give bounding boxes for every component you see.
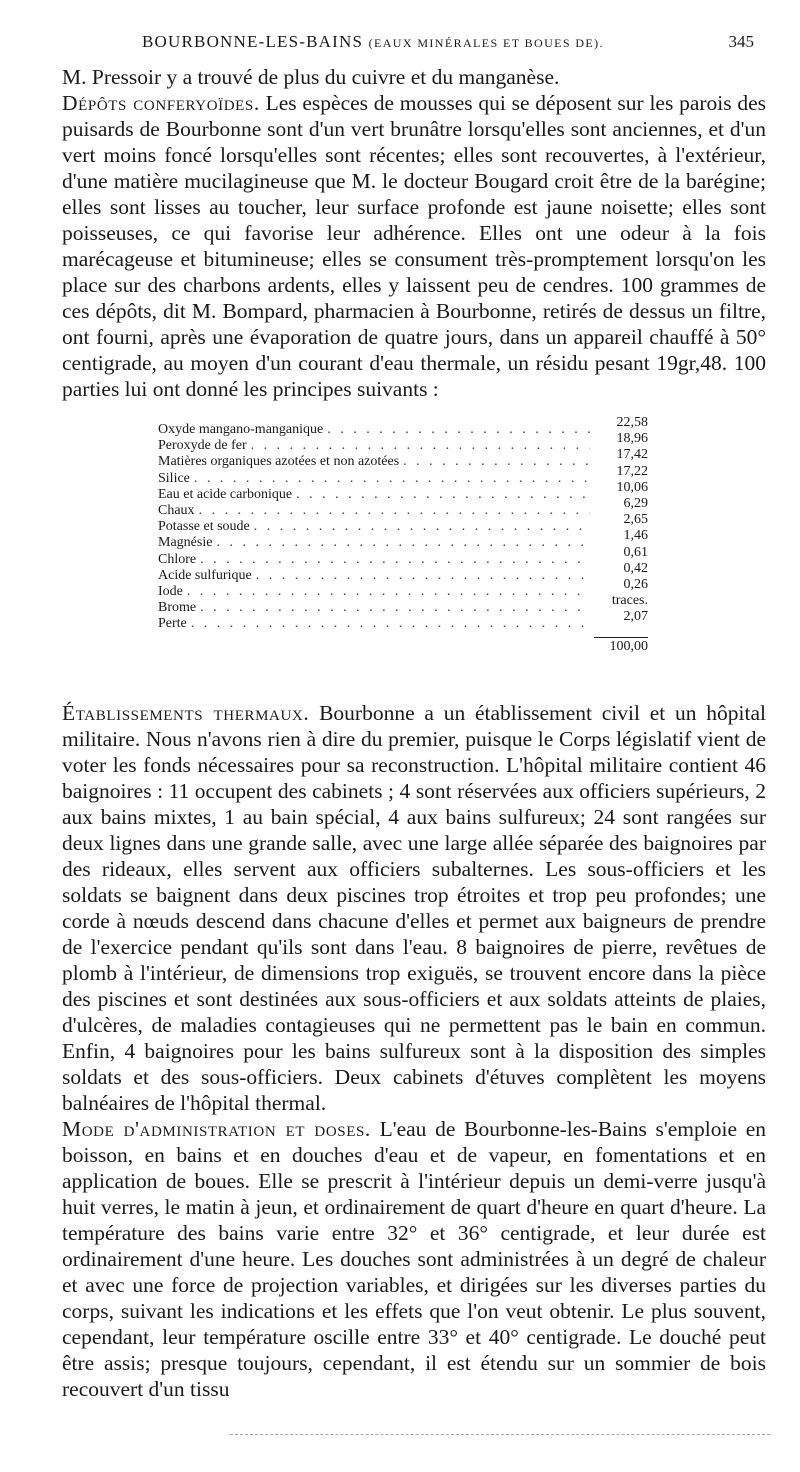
leader-dots bbox=[254, 519, 590, 535]
analysis-label: Matières organiques azotées et non azotées bbox=[158, 454, 400, 470]
analysis-value: 2,65 bbox=[623, 512, 648, 528]
analysis-row bbox=[158, 431, 648, 454]
section-heading-etablissements: Établissements thermaux. bbox=[62, 701, 310, 725]
analysis-row bbox=[158, 544, 648, 568]
paragraph-etablissements bbox=[62, 700, 766, 1116]
analysis-total: 100,00 bbox=[609, 638, 648, 654]
analysis-label: Perte bbox=[158, 616, 187, 632]
analysis-label: Chaux bbox=[158, 503, 195, 519]
running-title-sub: (EAUX MINÉRALES ET BOUES DE). bbox=[368, 36, 604, 50]
analysis-label: Acide sulfurique bbox=[158, 567, 252, 583]
analysis-value: 2,07 bbox=[623, 609, 648, 625]
analysis-row bbox=[158, 447, 648, 470]
leader-dots bbox=[200, 552, 590, 568]
analysis-table bbox=[158, 415, 648, 655]
intro-line: M. Pressoir y a trouvé de plus du cuivre et du manganèse. bbox=[62, 65, 560, 89]
page-number: 345 bbox=[728, 32, 754, 51]
section-heading-mode: Mode d'administration et doses. bbox=[62, 1117, 371, 1141]
analysis-value: 1,46 bbox=[623, 528, 648, 544]
paragraph-depots bbox=[62, 90, 766, 402]
leader-dots bbox=[200, 600, 590, 616]
text-block-bottom bbox=[62, 700, 766, 1402]
analysis-value: 22,58 bbox=[616, 415, 648, 430]
analysis-label: Silice bbox=[158, 470, 190, 486]
analysis-value: 0,26 bbox=[623, 577, 648, 593]
paragraph-mode-text: L'eau de Bourbonne-les-Bains s'emploie en boisson, en bains et en douches d'eau et de vapeur, en fomentations et en application de boues. Elle se prescrit à l'intérieur depuis un demi-verre jusqu'à huit verres, le matin à jeun, et ordinairement de quart d'heure en quart d'heure. La température des bains varie entre 32° et 36° centigrade, et leur durée est ordinairement d'une heure. Les douches sont administrées à un degré de chaleur et avec une force de projection variables, et dirigées sur les diverses parties du corps, suivant les indications et les effets que l'on veut obtenir. Le plus souvent, cependant, leur température oscille entre 33° et 40° centigrade. Le douché peut être assis; presque toujours, cependant, il est étendu sur un sommier de bois recouvert d'un tissu bbox=[62, 1117, 766, 1401]
analysis-label: Peroxyde de fer bbox=[158, 438, 247, 454]
analysis-value: 17,42 bbox=[616, 447, 648, 463]
running-title bbox=[142, 32, 604, 52]
running-head bbox=[0, 32, 800, 58]
analysis-row bbox=[158, 560, 648, 584]
paragraph-mode bbox=[62, 1116, 766, 1402]
paragraph-etablissements-text: Bourbonne a un établissement civil et un hôpital militaire. Nous n'avons rien à dire du premier, puisque le Corps législatif vient de voter les fonds nécessaires pour sa reconstruction. L'hôpital militaire contient 46 baignoires : 11 occupent des cabinets ; 4 sont réservées aux officiers supérieurs, 2 aux bains mixtes, 1 au bain spécial, 4 aux bains sulfureux; 24 sont rangées sur deux lignes dans une grande salle, avec une large allée séparée des baignoires par des rideaux, elles servent aux officiers subalternes. Les sous-officiers et les soldats se baignent dans deux piscines trop étroites et trop peu profondes; une corde à nœuds descend dans chacune d'elles et permet aux baigneurs de prendre de l'exercice pendant qu'ils sont dans l'eau. 8 baignoires de pierre, revêtues de plomb à l'intérieur, de dimensions trop exiguës, se trouvent encore dans la pièce des piscines et sont destinées aux sous-officiers et aux soldats atteints de plaies, d'ulcères, de maladies contagieuses qui ne permettent pas le bain en commun. Enfin, 4 baignoires pour les bains sulfureux sont à la disposition des simples soldats et des sous-officiers. Deux cabinets d'étuves complètent les moyens balnéaires de l'hôpital thermal. bbox=[62, 701, 766, 1115]
analysis-value: 6,29 bbox=[623, 496, 648, 512]
analysis-label: Eau et acide carbonique bbox=[158, 486, 293, 502]
analysis-row bbox=[158, 528, 648, 551]
analysis-value: 0,61 bbox=[623, 544, 648, 560]
leader-dots bbox=[256, 568, 590, 584]
analysis-row bbox=[158, 463, 648, 487]
leader-dots bbox=[296, 487, 590, 503]
leader-dots bbox=[403, 454, 590, 470]
leader-dots bbox=[187, 584, 590, 600]
analysis-label: Potasse et soude bbox=[158, 519, 250, 535]
leader-dots bbox=[194, 471, 590, 487]
leader-dots bbox=[216, 535, 590, 551]
running-title-main: BOURBONNE-LES-BAINS bbox=[142, 32, 364, 51]
paragraph-depots-text: Les espèces de mousses qui se déposent sur les parois des puisards de Bourbonne sont d'un vert brunâtre lorsqu'elles sont anciennes, et d'un vert moins foncé lorsqu'elles sont récentes; elles sont recouvertes, à l'extérieur, d'une matière mucilagineuse que M. le docteur Bougard croit être de la barégine; elles sont lisses au toucher, leur surface profonde est jaune noisette; elles sont poisseuses, ce qui favorise leur adhérence. Elles ont une odeur à la fois marécageuse et bitumineuse; elles se consument très-promptement lorsqu'on les place sur des charbons ardents, elles y laissent peu de cendres. 100 grammes de ces dépôts, dit M. Bompard, pharmacien à Bourbonne, retirés de dessus un filtre, ont fourni, après une évaporation de quatre jours, dans un appareil chauffé à 50° centigrade, au moyen d'un courant d'eau thermale, un résidu pesant 19gr,48. 100 parties lui ont donné les principes suivants : bbox=[62, 91, 767, 401]
leader-dots bbox=[199, 503, 590, 519]
analysis-row bbox=[158, 496, 648, 519]
analysis-value: 0,42 bbox=[623, 560, 648, 576]
analysis-row bbox=[158, 593, 648, 616]
analysis-label: Brome bbox=[158, 600, 197, 616]
analysis-label: Chlore bbox=[158, 551, 197, 567]
analysis-label: Oxyde mangano-manganique bbox=[158, 422, 324, 437]
text-block-top bbox=[62, 64, 766, 402]
analysis-label: Iode bbox=[158, 584, 183, 600]
analysis-row bbox=[158, 609, 648, 632]
analysis-row bbox=[158, 512, 648, 535]
analysis-row bbox=[158, 415, 648, 438]
analysis-value: 18,96 bbox=[616, 431, 648, 447]
analysis-value: 10,06 bbox=[616, 479, 648, 495]
analysis-value: traces. bbox=[611, 593, 648, 609]
leader-dots bbox=[191, 616, 590, 632]
analysis-row bbox=[158, 577, 648, 600]
analysis-label: Magnésie bbox=[158, 535, 213, 551]
leader-dots bbox=[327, 422, 590, 438]
analysis-row bbox=[158, 479, 648, 503]
section-heading-depots: Dépôts conferyoïdes. bbox=[62, 91, 260, 115]
leader-dots bbox=[251, 438, 590, 454]
analysis-value: 17,22 bbox=[616, 463, 648, 479]
page-bottom-rule bbox=[230, 1434, 770, 1435]
